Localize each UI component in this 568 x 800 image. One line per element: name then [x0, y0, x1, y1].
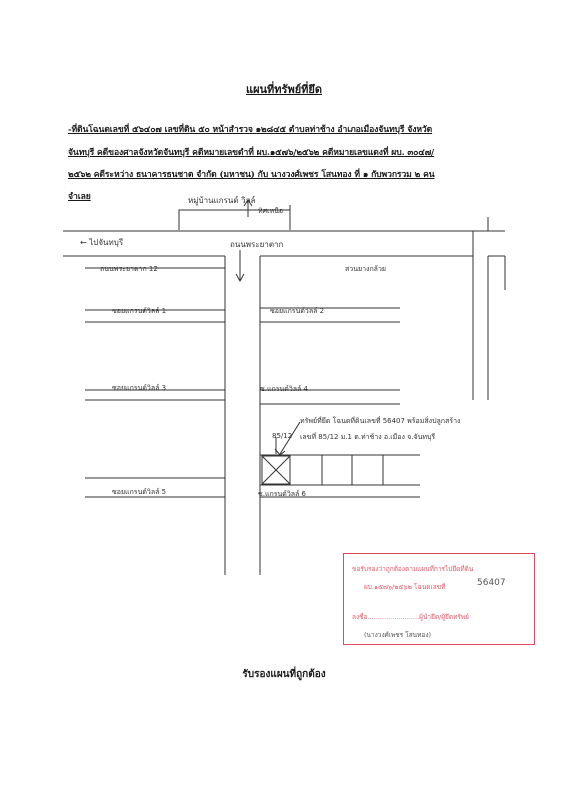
lot-4-label: ซ.แกรนด์วิลล์ 4: [260, 385, 309, 393]
north-label: ทิศเหนือ: [258, 207, 284, 215]
house-number-label: 85/12: [272, 432, 293, 440]
stamp-deed-number: 56407: [477, 578, 506, 588]
paragraph-line-1: -ที่ดินโฉนดเลขที่ ๕๖๔๐๗ เลขที่ดิน ๕๐ หน้าสำรวจ ๑๒๘๔๕ ตำบลท่าช้าง อำเภอเมืองจันทบุรี จังหวัด: [68, 125, 433, 135]
paragraph-line-2: จันทบุรี คดีของศาลจังหวัดจันทบุรี คดีหมายเลขดำที่ ผบ.๑๕๗๖/๒๕๖๒ คดีหมายเลขแดงที่ ผบ. ๓๐๔๗/: [68, 148, 435, 158]
paragraph-line-4: จำเลย: [68, 192, 91, 202]
main-road-label: ถนนพระยาตาก: [230, 240, 284, 249]
certify-footer: รับรองแผนที่ถูกต้อง: [242, 669, 326, 680]
stamp-name-line: (นางวงศ์เพชร โสนทอง): [364, 631, 432, 639]
stamp-line-1: ขอรับรองว่าถูกต้องตามแผนที่การไปยึดที่ดิน: [352, 565, 474, 573]
seized-annotation-1: ทรัพย์ที่ยึด โฉนดที่ดินเลขที่ 56407 พร้อมสิ่งปลูกสร้าง: [300, 417, 461, 425]
right-area-label: สวนยางกล้วย: [345, 265, 386, 273]
soi-12-label: ถนนพระยาตาก 12: [100, 265, 158, 273]
stamp-line-2: ผบ.๑๕๗๖/๒๕๖๒ โฉนดเลขที่: [364, 583, 446, 591]
certification-stamp: [343, 553, 535, 645]
lot-2-label: ซอยแกรนด์วิลล์ 2: [270, 307, 325, 315]
village-label: หมู่บ้านแกรนด์ วิลล์: [188, 196, 256, 205]
to-city-label: ← ไปจันทบุรี: [80, 238, 124, 247]
lot-6-label: ซ.แกรนด์วิลล์ 6: [258, 490, 307, 498]
lot-5-label: ซอยแกรนด์วิลล์ 5: [112, 488, 167, 496]
paragraph-line-3: ๒๕๖๒ คดีระหว่าง ธนาคารธนชาต จำกัด (มหาชน) กับ นางวงศ์เพชร โสนทอง ที่ ๑ กับพวกรวม ๒ คน: [68, 170, 435, 180]
document-title: แผนที่ทรัพย์ที่ยึด: [245, 83, 322, 96]
lot-1-label: ซอยแกรนด์วิลล์ 1: [112, 307, 167, 315]
stamp-signature-line: ลงชื่อ.........................ผู้นำยึด/ผู้ยึดทรัพย์: [352, 613, 469, 621]
lot-3-label: ซอยแกรนด์วิลล์ 3: [112, 384, 167, 392]
seized-annotation-2: เลขที่ 85/12 ม.1 ต.ท่าช้าง อ.เมือง จ.จันทบุรี: [300, 433, 436, 441]
